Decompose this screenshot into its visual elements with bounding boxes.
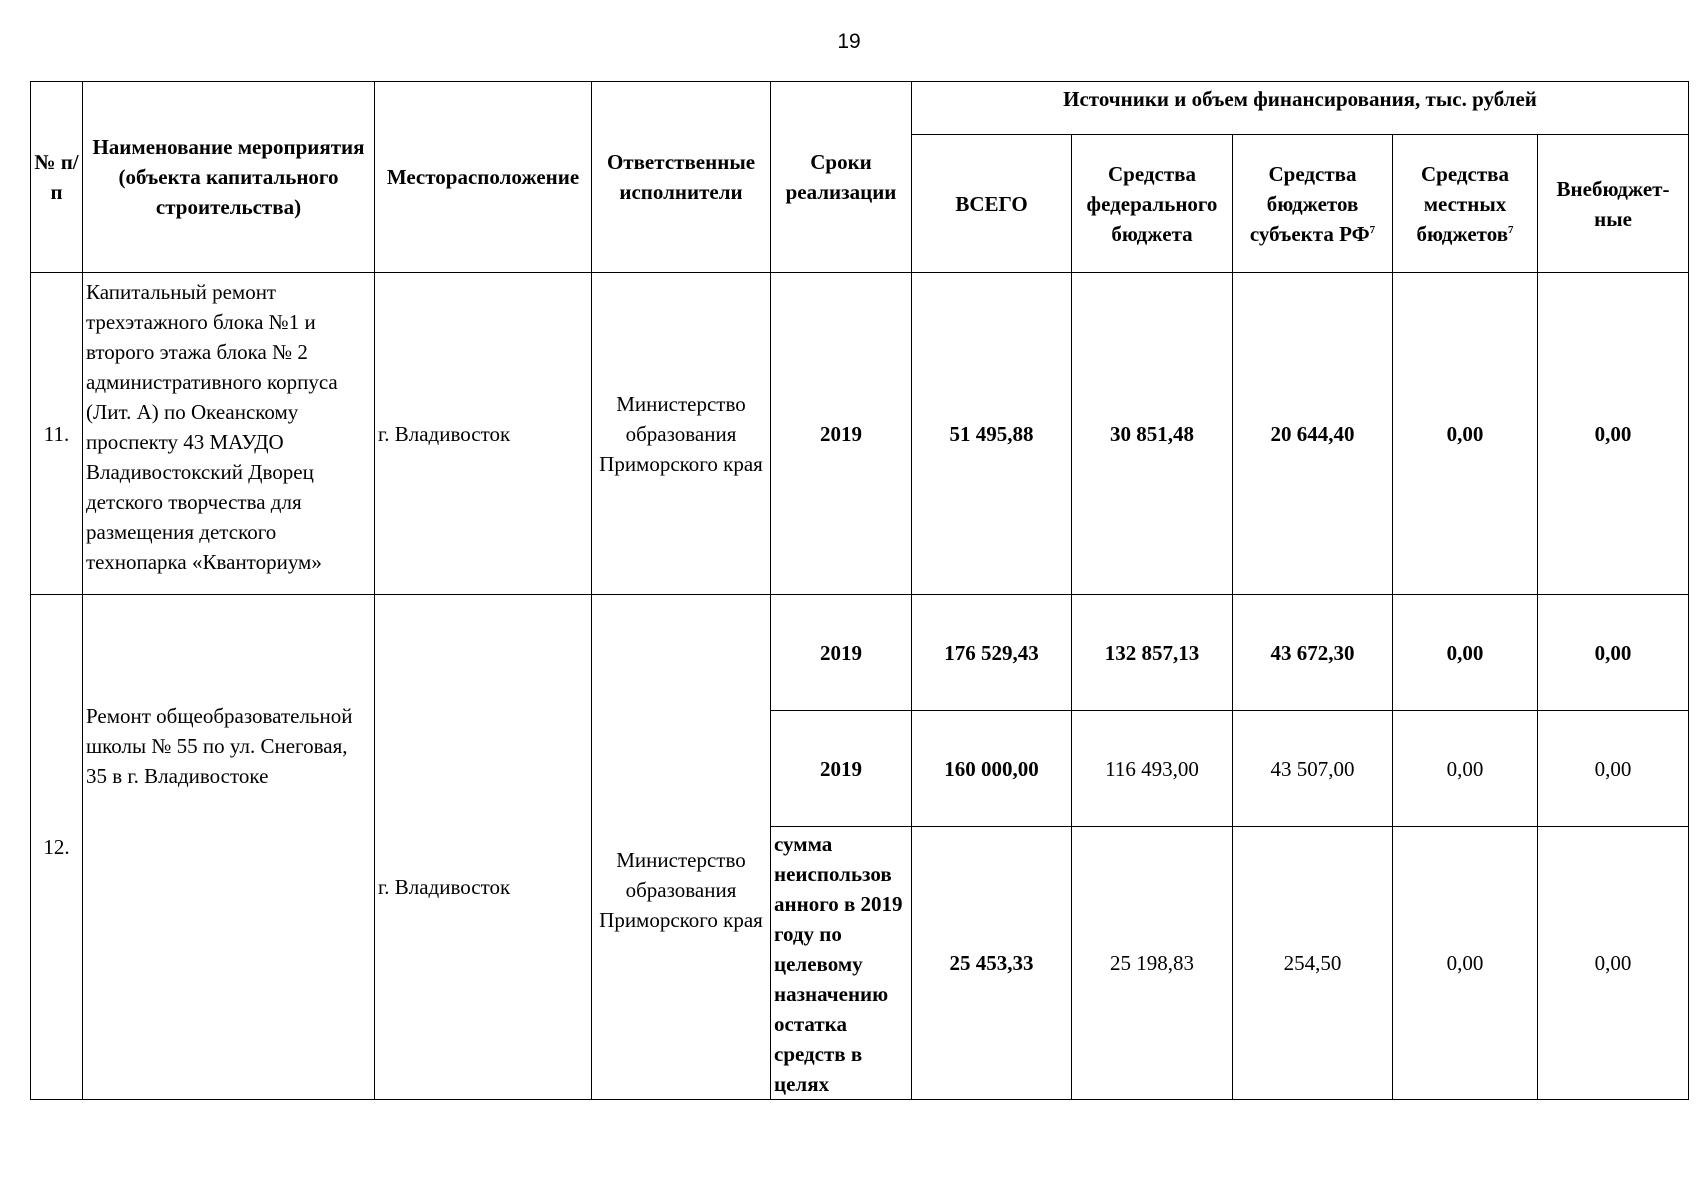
row-number: 11. (31, 273, 83, 595)
row-name: Капитальный ремонт трехэтажного блока №1 и второго этажа блока № 2 административного корпуса (Лит. А) по Океанскому проспекту 43 МАУДО Владивостокский Дворец детского творчества для размещения детского технопарка «Кванториум» (83, 273, 375, 595)
row-term: 2019 (771, 711, 912, 827)
financing-table (30, 81, 1689, 1100)
page-number: 19 (837, 30, 861, 53)
row-term: 2019 (771, 273, 912, 595)
row-federal: 30 851,48 (1072, 273, 1233, 595)
row-federal: 25 198,83 (1072, 827, 1233, 1100)
row-regional: 254,50 (1233, 827, 1393, 1100)
row-local: 0,00 (1393, 711, 1538, 827)
row-regional: 20 644,40 (1233, 273, 1393, 595)
footnote-marker: 7 (1369, 223, 1376, 236)
header-extra: Внебюджет-ные (1538, 135, 1689, 273)
row-executor: Министерство образования Приморского края (592, 273, 771, 595)
header-row-1 (31, 82, 1689, 135)
row-total: 51 495,88 (912, 273, 1072, 595)
header-executors: Ответственные исполнители (592, 82, 771, 273)
header-name: Наименование мероприятия (объекта капитального строительства) (83, 82, 375, 273)
header-terms: Сроки реализации (771, 82, 912, 273)
header-location: Месторасположение (375, 82, 592, 273)
row-extra: 0,00 (1538, 273, 1689, 595)
footnote-marker: 7 (1508, 223, 1514, 236)
row-number: 12. (31, 595, 83, 1100)
header-total: ВСЕГО (912, 135, 1072, 273)
table-row (31, 595, 1689, 711)
row-total: 176 529,43 (912, 595, 1072, 711)
row-local: 0,00 (1393, 273, 1538, 595)
row-extra: 0,00 (1538, 827, 1689, 1100)
header-local-label: Средства местных бюджетов (1416, 161, 1509, 246)
row-term: 2019 (771, 595, 912, 711)
row-regional: 43 507,00 (1233, 711, 1393, 827)
header-regional (1233, 135, 1393, 273)
header-regional-label: Средства бюджетов субъекта РФ (1249, 161, 1370, 246)
header-federal: Средства федерального бюджета (1072, 135, 1233, 273)
row-total: 160 000,00 (912, 711, 1072, 827)
row-name: Ремонт общеобразовательной школы № 55 по ул. Снеговая, 35 в г. Владивостоке (83, 595, 375, 1100)
row-location: г. Владивосток (375, 273, 592, 595)
row-regional: 43 672,30 (1233, 595, 1393, 711)
row-executor: Министерство образования Приморского края (592, 595, 771, 1100)
header-num: № п/п (31, 82, 83, 273)
row-extra: 0,00 (1538, 595, 1689, 711)
row-local: 0,00 (1393, 827, 1538, 1100)
row-federal: 116 493,00 (1072, 711, 1233, 827)
row-local: 0,00 (1393, 595, 1538, 711)
row-extra: 0,00 (1538, 711, 1689, 827)
row-federal: 132 857,13 (1072, 595, 1233, 711)
header-sources: Источники и объем финансирования, тыс. рублей (912, 82, 1689, 135)
row-location: г. Владивосток (375, 595, 592, 1100)
row-term: сумма неиспользов анного в 2019 году по целевому назначению остатка средств в целях (771, 827, 912, 1100)
table-row (31, 273, 1689, 595)
row-total: 25 453,33 (912, 827, 1072, 1100)
header-local (1393, 135, 1538, 273)
